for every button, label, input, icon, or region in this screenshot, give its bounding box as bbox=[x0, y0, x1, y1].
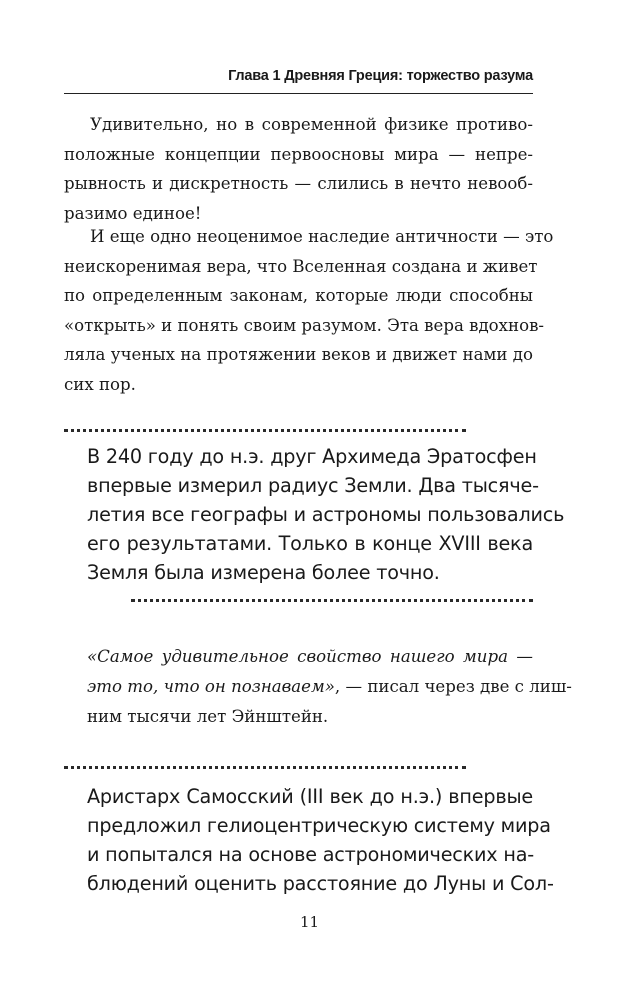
quote-line: ним тысячи лет Эйнштейн. bbox=[87, 707, 329, 726]
text-line: «открыть» и понять своим разумом. Эта вера вдохнов- bbox=[64, 315, 545, 335]
quote-attribution: , — писал через две с лиш- bbox=[334, 677, 572, 696]
running-head: Глава 1 Древняя Греция: торжество разума bbox=[228, 68, 533, 84]
text-line: и попытался на основе астрономических на- bbox=[87, 843, 534, 866]
quote-italic-part: это то, что он познаваем» bbox=[87, 677, 335, 696]
box-1-top-rule bbox=[64, 429, 466, 432]
quote-line bbox=[87, 672, 572, 702]
text-line: летия все географы и астрономы пользовались bbox=[87, 503, 565, 526]
text-line: неискоренимая вера, что Вселенная создана и живет bbox=[64, 256, 538, 276]
text-line: Удивительно, но в современной физике противо- bbox=[90, 115, 533, 134]
fact-box-1 bbox=[87, 442, 565, 587]
text-line: блюдений оценить расстояние до Луны и Сол- bbox=[87, 872, 554, 895]
fact-box-2 bbox=[87, 782, 554, 898]
text-line: В 240 году до н.э. друг Архимеда Эратосфен bbox=[87, 445, 537, 468]
text-line: ляла ученых на протяжении веков и движет нами до bbox=[64, 345, 533, 364]
header-rule bbox=[64, 93, 533, 94]
text-line: положные концепции первоосновы мира — непре- bbox=[64, 144, 533, 164]
text-line: сих пор. bbox=[64, 374, 136, 394]
quote-line: «Самое удивительное свойство нашего мира — bbox=[87, 647, 533, 666]
page-number: 11 bbox=[299, 913, 320, 931]
paragraph-2 bbox=[64, 222, 554, 399]
einstein-quote bbox=[87, 642, 572, 732]
text-line: Земля была измерена более точно. bbox=[87, 561, 440, 584]
box-1-bottom-rule bbox=[131, 599, 533, 602]
text-line: его результатами. Только в конце XVIII века bbox=[87, 532, 533, 555]
text-line: рывность и дискретность — слились в нечто невооб- bbox=[64, 174, 533, 193]
text-line: предложил гелиоцентрическую систему мира bbox=[87, 814, 551, 837]
paragraph-1 bbox=[64, 110, 533, 228]
text-line: впервые измерил радиус Земли. Два тысяче- bbox=[87, 474, 539, 497]
text-line: И еще одно неоценимое наследие античности — это bbox=[90, 227, 554, 246]
box-2-top-rule bbox=[64, 766, 466, 769]
text-line: разимо единое! bbox=[64, 203, 202, 223]
text-line: Аристарх Самосский (III век до н.э.) впервые bbox=[87, 785, 533, 808]
text-line: по определенным законам, которые люди способны bbox=[64, 286, 533, 305]
